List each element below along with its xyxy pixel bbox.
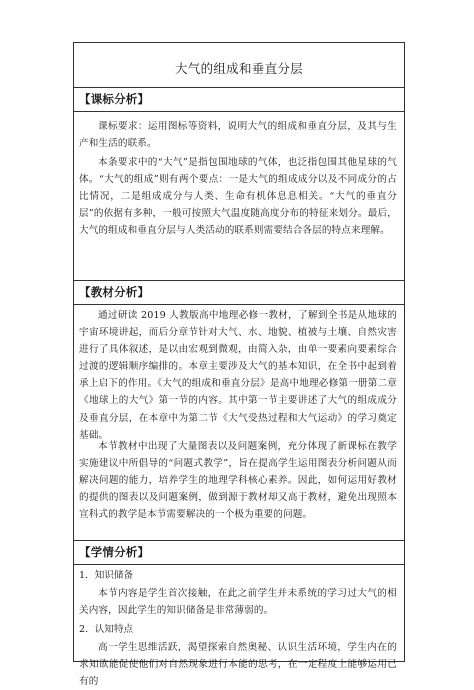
curriculum-heading: 【课标分析】: [79, 92, 150, 106]
textbook-body-row: [74, 304, 404, 540]
document-title: 大气的组成和垂直分层: [174, 61, 303, 76]
textbook-paragraph-1: 通过研读 2019 人教版高中地理必修一教材，了解到全书是从地球的宇宙环境讲起，而后分章节针对大气、水、地貌、植被与土壤、自然灾害进行了具体叙述，是以由宏观到微观，由简入杂，由单一要素向要素综合过渡的逻辑顺序编排的。本章主要涉及大气的基本知识，在全书中起到着承上启下的作用。《大气的组成和垂直分层》是高中地理必修第一册第二章《地球上的大气》第一节的内容。其中第一节主要讲述了大气的组成成分及垂直分层，在本章中为第二节《大气受热过程和大气运动》的学习奠定基础。: [79, 310, 397, 441]
title-row: [74, 43, 404, 87]
lesson-plan-table: [73, 42, 405, 688]
curriculum-paragraph-1: 课标要求：运用图标等资料，说明大气的组成和垂直分层，及其与生产和生活的联系。: [79, 121, 397, 150]
knowledge-reserve-text: 本节内容是学生首次接触，在此之前学生并未系统的学习过大气的相关内容，因此学生的知识储备是非常薄弱的。: [79, 588, 397, 617]
curriculum-body-row: [74, 111, 404, 280]
textbook-heading-row: [74, 280, 404, 304]
cognitive-features-text: 高一学生思维活跃，渴望探索自然奥秘、认识生活环境，学生内在的求知欲能促使他们对自然现象进行本能的思考，在一定程度上能够运用已有的: [79, 642, 397, 688]
curriculum-heading-row: [74, 87, 404, 111]
textbook-paragraph-2: 本节教材中出现了大量图表以及问题案例，充分体现了新课标在教学实施建议中所倡导的“问题式教学”，旨在提高学生运用图表分析问题从而解决问题的能力，培养学生的地理学科核心素养。因此，如何运用好教材的提供的图表以及问题案例，做到源于教材却又高于教材，避免出现照本宣科式的教学是本节需要解决的一个极为重要的问题。: [79, 441, 397, 521]
knowledge-reserve-title: 1．知识储备: [79, 570, 134, 581]
learner-heading-row: [74, 540, 404, 564]
textbook-heading: 【教材分析】: [79, 285, 150, 299]
curriculum-paragraph-2: 本条要求中的“大气”是指包围地球的气体，也泛指包围其他星球的气体。“大气的组成”则有两个要点：一是大气的组成成分以及不同成分的占比情况，二是组成成分与人类、生命有机体息息相关。“大气的垂直分层”的依据有多种，一般可按照大气温度随高度分布的特征来划分。最后，大气的组成和垂直分层与人类活动的联系则需要结合各层的特点来理解。: [79, 157, 397, 237]
learner-heading: 【学情分析】: [79, 545, 150, 559]
learner-body-row: [74, 564, 404, 688]
cognitive-features-title: 2．认知特点: [79, 624, 134, 635]
